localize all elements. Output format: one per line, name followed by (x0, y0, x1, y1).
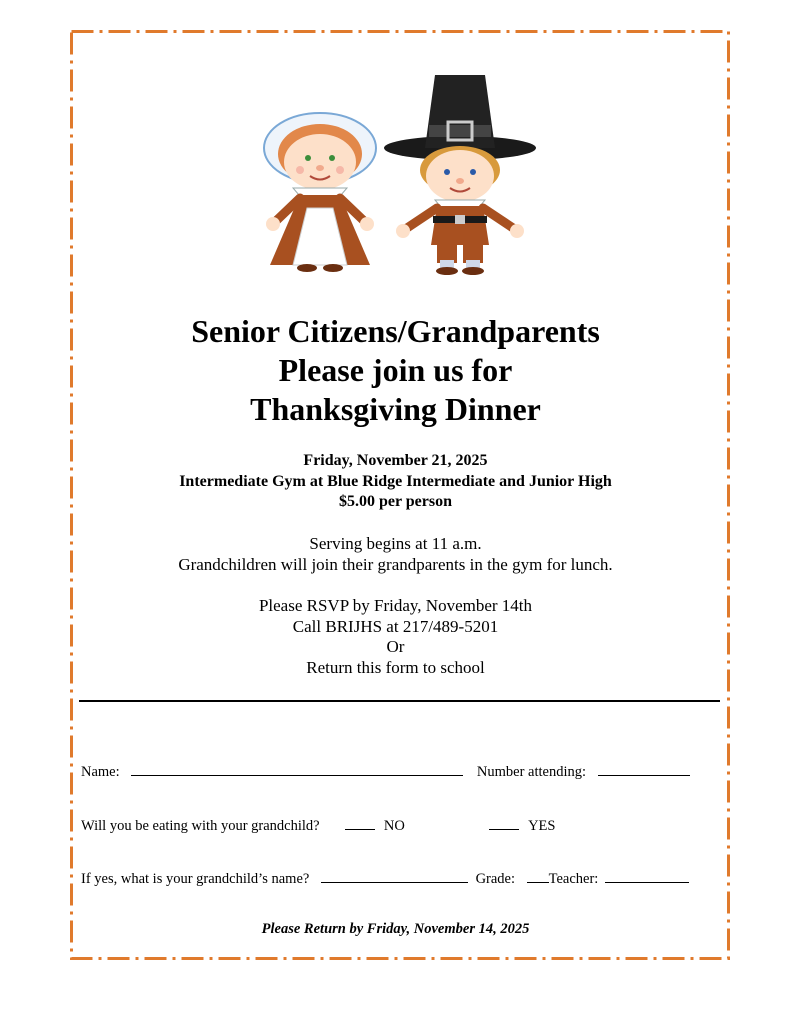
event-price: $5.00 per person (338, 493, 453, 510)
event-details (0, 451, 791, 513)
rsvp-or: Or (386, 637, 405, 656)
grade-field[interactable] (527, 869, 549, 883)
event-date: Friday, November 21, 2025 (303, 452, 488, 469)
yes-label: YES (528, 818, 556, 834)
rsvp-deadline: Please RSVP by Friday, November 14th (258, 596, 533, 615)
form-row-eating (81, 816, 555, 835)
no-checkbox-line[interactable] (345, 816, 375, 830)
pilgrim-couple-icon (255, 70, 545, 280)
no-label: NO (383, 818, 405, 834)
pilgrim-boy-icon (384, 75, 536, 275)
rsvp-phone: Call BRIJHS at 217/489-5201 (292, 616, 499, 636)
serving-info (0, 533, 791, 575)
serving-time: Serving begins at 11 a.m. (309, 534, 482, 553)
form-row-grandchild (81, 869, 689, 888)
teacher-field[interactable] (605, 869, 689, 883)
grandchild-name-label: If yes, what is your grandchild’s name? (81, 871, 310, 887)
title-line-1: Senior Citizens/Grandparents (191, 313, 600, 349)
grandchild-name-field[interactable] (321, 869, 468, 883)
number-attending-label: Number attending: (476, 764, 587, 780)
rsvp-return: Return this form to school (306, 657, 485, 677)
cut-line-divider (79, 700, 720, 702)
number-attending-field[interactable] (598, 762, 690, 776)
eating-question: Will you be eating with your grandchild? (81, 818, 320, 834)
yes-checkbox-line[interactable] (489, 816, 519, 830)
title-line-3: Thanksgiving Dinner (250, 391, 541, 427)
rsvp-info (0, 596, 791, 678)
invitation-title (0, 312, 791, 429)
form-row-name (81, 762, 690, 781)
title-line-2: Please join us for (278, 352, 513, 388)
name-field[interactable] (131, 762, 463, 776)
serving-note: Grandchildren will join their grandparents in the gym for lunch. (178, 555, 613, 574)
teacher-label: Teacher: (548, 871, 599, 887)
pilgrim-girl-icon (264, 113, 376, 272)
event-location: Intermediate Gym at Blue Ridge Intermediate and Junior High (179, 472, 612, 490)
name-label: Name: (81, 764, 120, 780)
grade-label: Grade: (475, 871, 516, 887)
return-by-note: Please Return by Friday, November 14, 2025 (261, 921, 530, 937)
